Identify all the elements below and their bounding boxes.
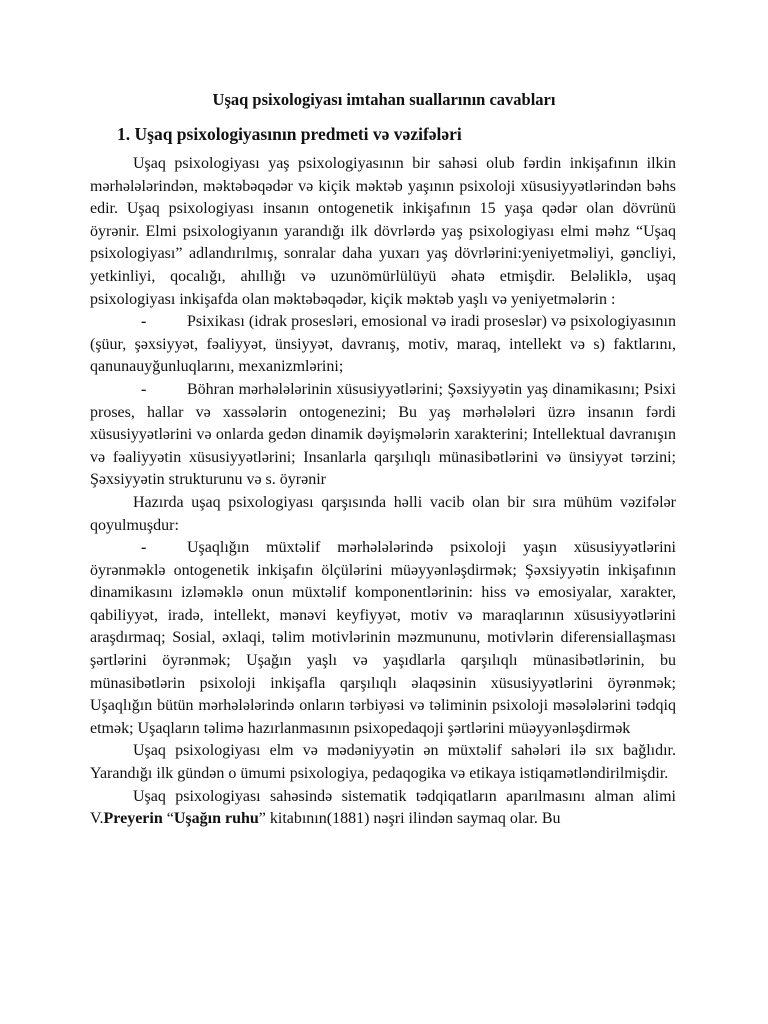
list-marker: - [141, 380, 147, 398]
list-item [90, 537, 676, 740]
list-marker: - [141, 539, 147, 557]
list-item-text: Böhran mərhələlərinin xüsusiyyətlərini; Şəxsiyyətin yaş dinamikasını; Psixi proses, hallar və xassələrin ontogenezini; Bu yaş mərhələləri üzrə insanın fərdi xüsusiyyətlərini və onlarda gedən dinamik dəyişmələrin xarakterini; Intellektual davranışın və fəaliyyətin xüsusiyyətlərini; Insanlarla qarşılıqlı münasibətlərini və ünsiyyət tərzini; Şəxsiyyətin strukturunu və s. öyrənir [90, 380, 676, 489]
paragraph-intro: Uşaq psixologiyası yaş psixologiyasının bir sahəsi olub fərdin inkişafının ilkin mərhələlərindən, məktəbəqədər və kiçik məktəb yaşının psixoloji xüsusiyyətlərindən bəhs edir. Uşaq psixologiyası insanın ontogenetik inkişafının 15 yaşa qədər olan dövrünü öyrənir. Elmi psixologiyanın yarandığı ilk dövrlərdə yaş psixologiyası elmi məhz “Uşaq psixologiyası” adlandırılmış, sonralar daha yuxarı yaş dövrlərini:yeniyetməliyi, gəncliyi, yetkinliyi, qocalığı, ahıllığı və uzunömürlülüyü əhatə etmişdir. Beləliklə, uşaq psixologiyası inkişafda olan məktəbəqədər, kiçik məktəb yaşlı və yeniyetmələrin : [90, 155, 676, 308]
book-title: Uşağın ruhu [173, 810, 259, 828]
list-item-text: Psixikası (idrak prosesləri, emosional və iradi proseslər) və psixologiyasının (şüur, şəxsiyyət, fəaliyyət, ünsiyyət, davranış, motiv, maraq, intellekt və s) faktlarını, qanunauyğunluqlarını, mexanizmlərini; [90, 313, 676, 376]
list-item-text: Uşaqlığın müxtəlif mərhələlərində psixoloji yaşın xüsusiyyətlərini öyrənməklə ontogenetik inkişafın ölçülərini müəyyənləşdirmək; Şəxsiyyətin inkişafının dinamikasını izləməklə onun müxtəlif komponentlərinin: hiss və emosiyalar, xarakter, qabiliyyət, iradə, intellekt, mənəvi keyfiyyət, motiv və maraqlarının xüsusiyyətlərini araşdırmaq; Sosial, əxlaqi, təlim motivlərinin məzmununu, motivlərin diferensiallaşması şərtlərini öyrənmək; Uşağın yaşlı və yaşıdlarla qarşılıqlı münasibətlərinin, bu münasibətlərin psixoloji inkişafla qarşılıqlı əlaqəsinin xüsusiyyətlərini öyrənmək; Uşaqlığın bütün mərhələlərində onların tərbiyəsi və təliminin psixoloji məsələlərini tədqiq etmək; Uşaqların təlimə hazırlanmasının psixopedaqoji şərtlərini müəyyənləşdirmək [90, 539, 676, 737]
history-text-1: Uşaq psixologiyası sahəsində sistematik tədqiqatların aparılmasını alman alimi V. [90, 787, 676, 828]
section-number: 1. [117, 124, 131, 144]
list-item [90, 379, 676, 492]
history-text-2: “ [162, 810, 174, 828]
list-item [90, 311, 676, 379]
document-body [90, 153, 676, 831]
paragraph-relations: Uşaq psixologiyası elm və mədəniyyətin ən müxtəlif sahələri ilə sıx bağlıdır. Yarandığı ilk gündən o ümumi psixologiya, pedaqogika və etikaya istiqamətləndirilmişdir. [90, 742, 676, 783]
paragraph-history [90, 786, 676, 831]
paragraph-tasks: Hazırda uşaq psixologiyası qarşısında həlli vacib olan bir sıra mühüm vəzifələr qoyulmuşdur: [90, 493, 676, 534]
section-heading-text: Uşaq psixologiyasının predmeti və vəzifələri [134, 124, 462, 144]
document-title: Uşaq psixologiyası imtahan suallarının cavabları [212, 90, 556, 109]
list-marker: - [141, 313, 147, 331]
author-name: Preyerin [103, 810, 163, 828]
section-heading [117, 123, 462, 145]
history-text-3: ” kitabının(1881) nəşri ilindən saymaq olar. Bu [258, 810, 561, 828]
